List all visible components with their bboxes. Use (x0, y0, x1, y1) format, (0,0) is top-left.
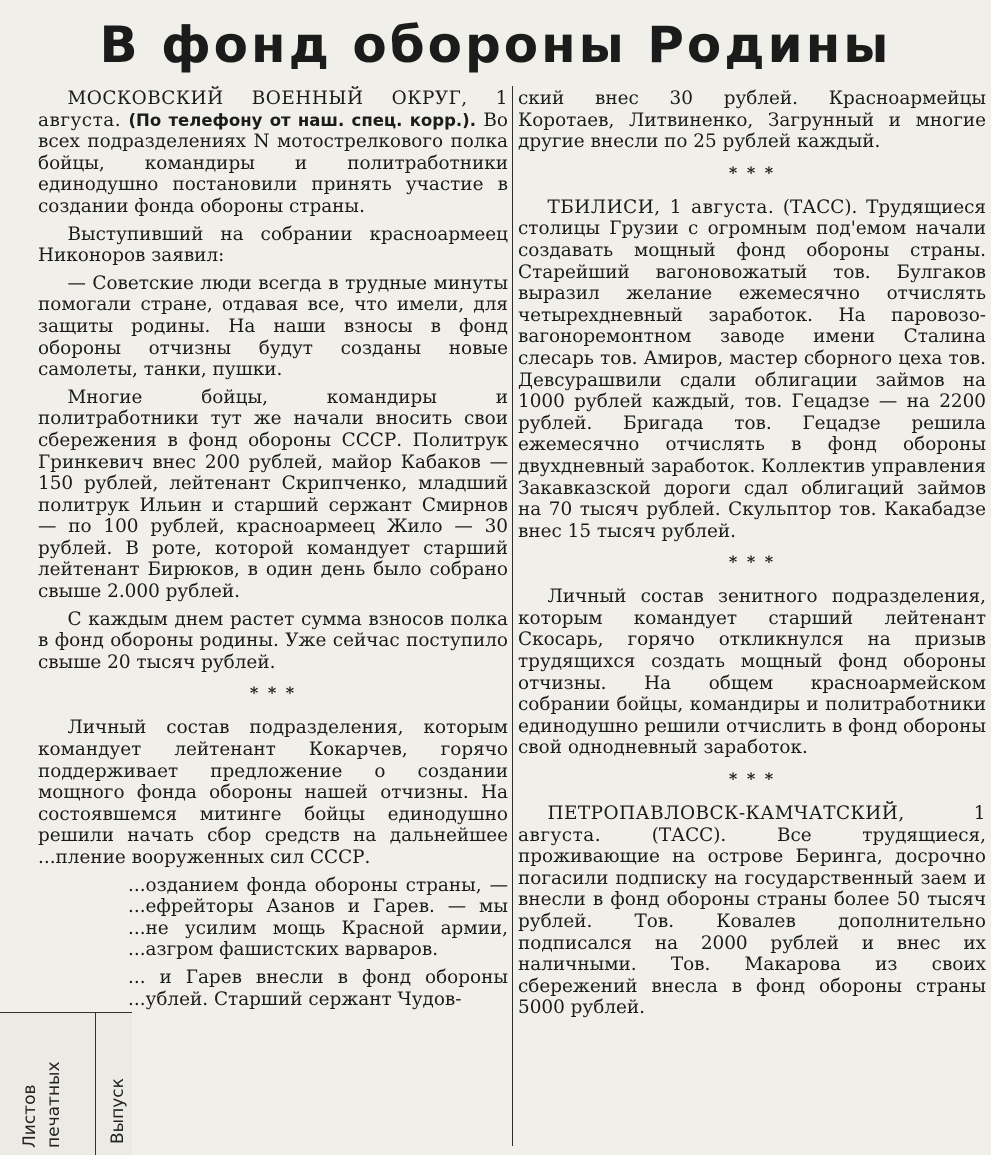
paragraph-kokarchev: Личный состав подразделения, которым командует лейтенант Кокарчев, горячо поддерживает предложение о создании мощного фонда обороны нашей отчизны. На состоявшемся митинге бойцы единодушно решили начать сбор средств на дальнейшее ...пление вооруженных сил СССР. (38, 717, 508, 868)
headline: В фонд обороны Родины (99, 16, 892, 74)
paragraph-sum: С каждым днем растет сумма взносов полка в фонд обороны родины. Уже сейчас поступило свыше 20 тысяч рублей. (38, 608, 508, 673)
kamchatka-report (518, 803, 986, 1019)
column-divider (512, 86, 513, 1146)
separator-stars: * * * (728, 769, 776, 789)
tbilisi-dateline: ТБИЛИСИ, 1 августа. (547, 196, 775, 218)
paragraph-chudov: ... и Гарев внесли в фонд обороны ...ублей. Старший сержант Чудов- (128, 966, 508, 1010)
kamchatka-source: (ТАСС). (651, 824, 727, 846)
overlay-divider (95, 1013, 96, 1155)
kamchatka-text: Все трудящиеся, проживающие на острове Беринга, досрочно погасили подписку на государственный заем и внесли в фонд обороны страны более 50 тысяч рублей. Тов. Ковалев дополнительно подписался на 2000 рублей и внес их наличными. Тов. Макарова из своих сбережений внесла в фонд обороны страны 5000 рублей. (518, 824, 986, 1019)
moscow-text: Во всех подразделениях N мотострелкового полка бойцы, командиры и политработники единодушно постановили принять участие в создании фонда обороны страны. (38, 109, 508, 217)
moscow-report (38, 88, 508, 218)
overlay-label-issue: Выпуск (108, 1078, 128, 1144)
kamchatka-dateline: ПЕТРОПАВЛОВСК-КАМЧАТСКИЙ, 1 августа. (518, 803, 986, 846)
paragraph-nikonorov: Выступивший на собрании красноармеец Никоноров заявил: (38, 223, 508, 267)
tbilisi-report (518, 197, 986, 543)
overlay-label-sheets: Листов (20, 1084, 40, 1148)
paragraph-donations: Многие бойцы, командиры и политработники тут же начали вносить свои сбережения в фонд обороны СССР. Политрук Гринкевич внес 200 рублей, майор Кабаков — 150 рублей, лейтенант Скрипченко, младший политрук Ильин и старший сержант Смирнов — по 100 рублей, красноармеец Жило — 30 рублей. В роте, которой командует старший лейтенант Бирюков, в один день было собрано свыше 2.000 рублей. (38, 386, 508, 603)
separator-stars: * * * (728, 162, 776, 182)
moscow-dateline: МОСКОВСКИЙ ВОЕННЫЙ ОКРУГ, 1 августа. (38, 88, 508, 131)
paragraph-korotaev: ский внес 30 рублей. Красноармейцы Коротаев, Литвиненко, Загрунный и многие другие внесли по 25 рублей каждый. (518, 88, 986, 153)
separator-stars: * * * (249, 683, 297, 703)
overlay-label-printed: печатных (44, 1061, 64, 1148)
moscow-source: (По телефону от наш. спец. корр.). (128, 110, 476, 130)
separator-stars: * * * (728, 552, 776, 572)
tbilisi-text: Трудящиеся столицы Грузии с огромным под'емом начали создавать мощный фонд обороны страны. Старейший вагоновожатый тов. Булгаков выразил желание ежемесячно отчислять четырехдневный заработок. На паровозо-вагоноремонтном заводе имени Сталина слесарь тов. Амиров, мастер сборного цеха тов. Девсурашвили сдали облигации займов на 1000 рублей каждый, тов. Гецадзе — на 2200 рублей. Бригада тов. Гецадзе решила ежемесячно отчислять в фонд обороны двухдневный заработок. Коллектив управления Закавказской дороги сдал облигаций займов на 70 тысяч рублей. Скульптор тов. Какабадзе внес 15 тысяч рублей. (518, 196, 986, 542)
right-column (518, 88, 986, 1025)
paragraph-quote: — Советские люди всегда в трудные минуты помогали стране, отдавая все, что имели, для защиты родины. На наши взносы в фонд обороны отчизны будут созданы новые самолеты, танки, пушки. (38, 272, 508, 381)
left-column (38, 88, 508, 1016)
tbilisi-source: (ТАСС). (782, 196, 858, 218)
paragraph-azanov: ...озданием фонда обороны страны, — ...ефрейторы Азанов и Гарев. — мы ...не усилим мощь Красной армии, ...азгром фашистских варваров. (128, 874, 508, 961)
paragraph-skosar: Личный состав зенитного подразделения, которым командует старший лейтенант Скосарь, горячо откликнулся на призыв трудящихся создать мощный фонд обороны отчизны. На общем красноармейском собрании бойцы, командиры и политработники единодушно решили отчислить в фонд обороны свой однодневный заработок. (518, 586, 986, 759)
